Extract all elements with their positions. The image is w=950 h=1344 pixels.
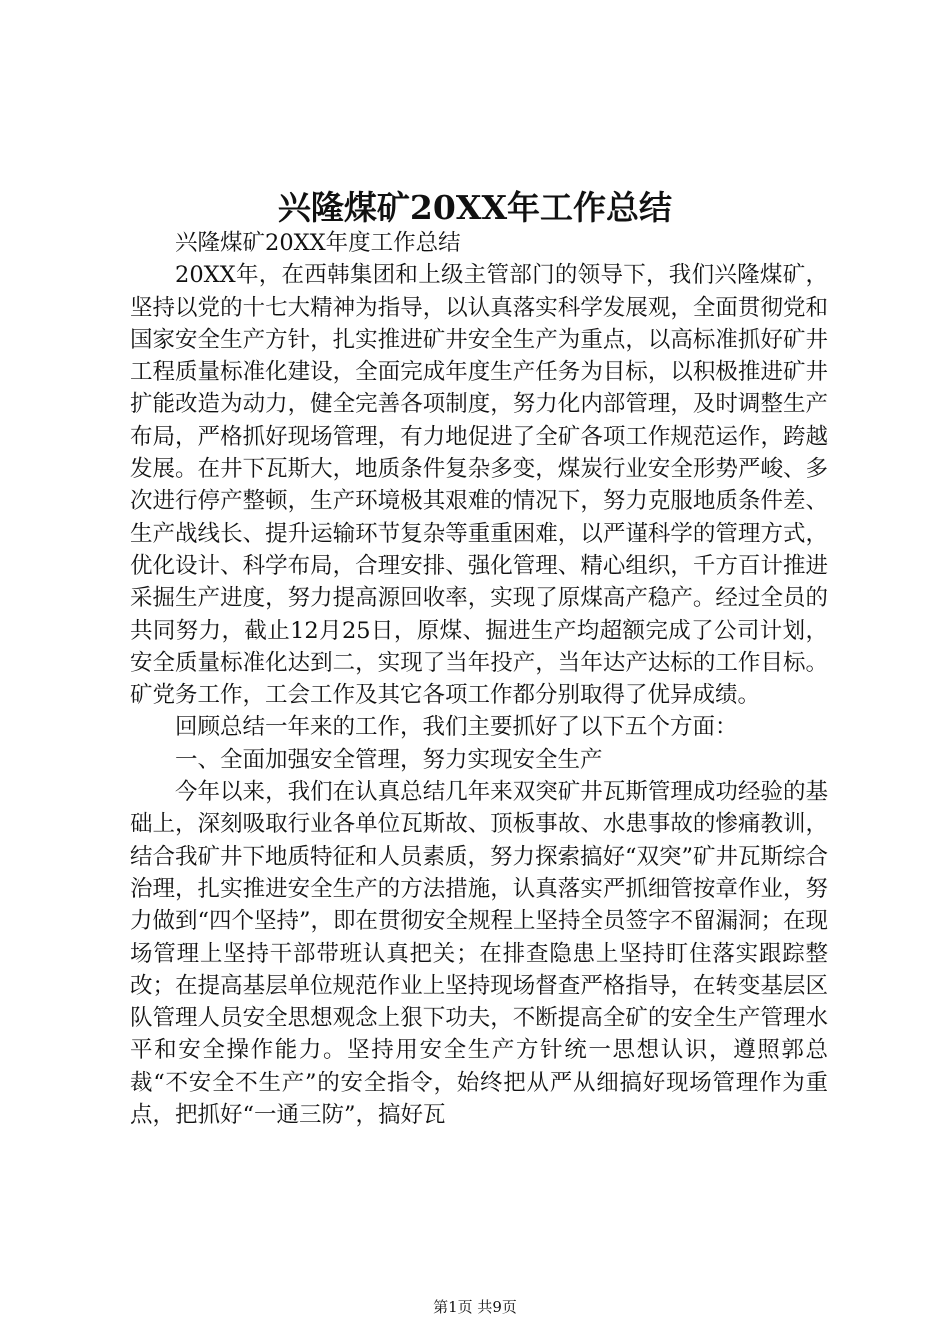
section-heading-1: 一、全面加强安全管理，努力实现安全生产 [175, 746, 603, 773]
paragraph-review: 回顾总结一年来的工作，我们主要抓好了以下五个方面： [175, 714, 738, 741]
document-title: 兴隆煤矿20XX年工作总结 [277, 188, 673, 227]
paragraph-intro: 20XX年，在西韩集团和上级主管部门的领导下，我们兴隆煤矿，坚持以党的十七大精神为指导，以认真落实科学发展观，全面贯彻党和国家安全生产方针，扎实推进矿井安全生产为重点，以高标准抓好矿井工程质量标准化建设，全面完成年度生产任务为目标，以积极推进矿井扩能改造为动力，健全完善各项制度，努力化内部管理，及时调整生产布局，严格抓好现场管理，有力地促进了全矿各项工作规范运作，跨越发展。在井下瓦斯大，地质条件复杂多变，煤炭行业安全形势严峻、多次进行停产整顿，生产环境极其艰难的情况下，努力克服地质条件差、生产战线长、提升运输环节复杂等重重困难，以严谨科学的管理方式，优化设计、科学布局，合理安排、强化管理、精心组织，千方百计推进采掘生产进度，努力提高源回收率，实现了原煤高产稳产。经过全员的共同努力，截止12月25日，原煤、掘进生产均超额完成了公司计划，安全质量标准化达到二，实现了当年投产，当年达产达标的工作目标。矿党务工作，工会工作及其它各项工作都分别取得了优异成绩。 [130, 262, 828, 709]
page-footer: 第1页 共9页 [433, 1298, 517, 1316]
paragraph-safety: 今年以来，我们在认真总结几年来双突矿井瓦斯管理成功经验的基础上，深刻吸取行业各单位瓦斯故、顶板事故、水患事故的惨痛教训，结合我矿井下地质特征和人员素质，努力探索搞好“双突”矿井瓦斯综合治理，扎实推进安全生产的方法措施，认真落实严抓细管按章作业，努力做到“四个坚持”，即在贯彻安全规程上坚持全员签字不留漏洞；在现场管理上坚持干部带班认真把关；在排查隐患上坚持盯住落实跟踪整改；在提高基层单位规范作业上坚持现场督查严格指导，在转变基层区队管理人员安全思想观念上狠下功夫，不断提高全矿的安全生产管理水平和安全操作能力。坚持用安全生产方针统一思想认识，遵照郭总裁“不安全不生产”的安全指令，始终把从严从细搞好现场管理作为重点，把抓好“一通三防”，搞好瓦 [130, 779, 829, 1129]
document-body [130, 227, 828, 1131]
paragraph-subtitle: 兴隆煤矿20XX年度工作总结 [175, 230, 461, 256]
